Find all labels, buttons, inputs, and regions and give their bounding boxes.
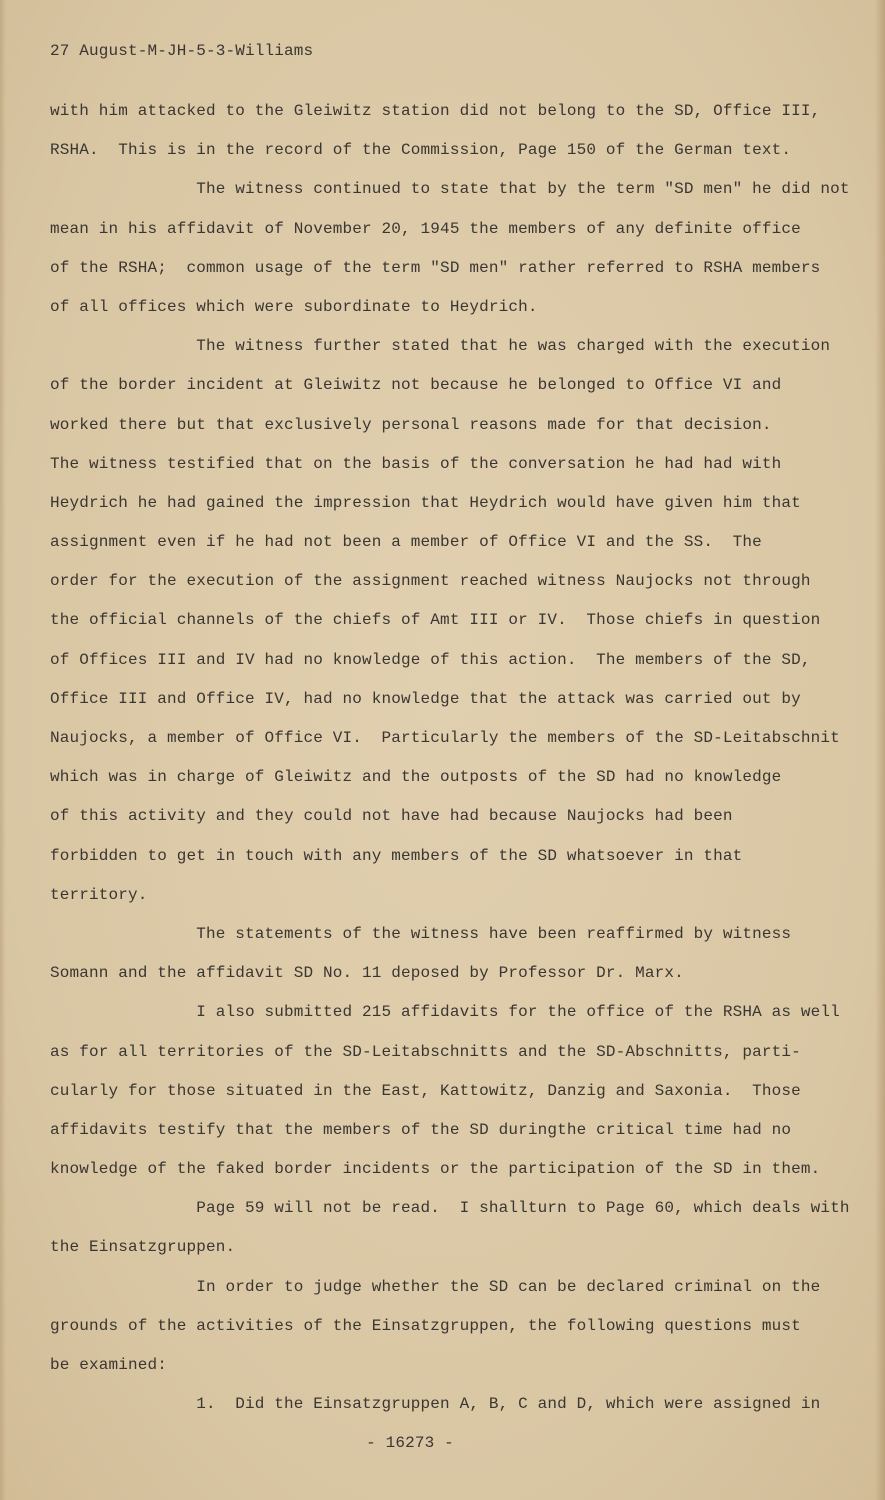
text-line: 1. Did the Einsatzgruppen A, B, C and D, which were assigned in xyxy=(50,1395,821,1414)
page-number: - 16273 - xyxy=(366,1434,454,1452)
text-line: of all offices which were subordinate to Heydrich. xyxy=(50,297,538,316)
text-line: Somann and the affidavit SD No. 11 deposed by Professor Dr. Marx. xyxy=(50,964,684,983)
paper-edge-left xyxy=(0,0,6,1500)
text-line: be examined: xyxy=(50,1356,168,1374)
text-line: assignment even if he had not been a member of Office VI and the SS. The xyxy=(50,533,762,552)
text-line: worked there but that exclusively personal reasons made for that decision. xyxy=(50,415,772,434)
text-line: with him attacked to the Gleiwitz station did not belong to the SD, Office III, xyxy=(50,102,821,120)
running-head: 27 August-M-JH-5-3-Williams xyxy=(50,42,314,60)
text-line: affidavits testify that the members of the SD duringthe critical time had no xyxy=(50,1120,792,1139)
text-line: the official channels of the chiefs of Amt III or IV. Those chiefs in question xyxy=(50,611,821,630)
text-line: of the border incident at Gleiwitz not because he belonged to Office VI and xyxy=(50,376,782,395)
text-line: mean in his affidavit of November 20, 1945 the members of any definite office xyxy=(50,219,801,238)
text-line: grounds of the activities of the Einsatzgruppen, the following questions must xyxy=(50,1316,801,1335)
text-line: order for the execution of the assignment reached witness Naujocks not through xyxy=(50,572,811,591)
text-line: territory. xyxy=(50,885,148,904)
text-line: I also submitted 215 affidavits for the office of the RSHA as well xyxy=(50,1003,840,1022)
body-text xyxy=(50,98,850,1430)
text-line: The statements of the witness have been reaffirmed by witness xyxy=(50,924,792,943)
paper-edge-right xyxy=(875,0,885,1500)
text-line: knowledge of the faked border incidents or the participation of the SD in them. xyxy=(50,1160,821,1179)
text-line: of this activity and they could not have had because Naujocks had been xyxy=(50,807,733,826)
text-line: of the RSHA; common usage of the term "SD men" rather referred to RSHA members xyxy=(50,258,821,277)
text-line: Office III and Office IV, had no knowledge that the attack was carried out by xyxy=(50,689,801,708)
text-line: The witness continued to state that by the term "SD men" he did not xyxy=(50,180,850,199)
text-line: Page 59 will not be read. I shallturn to Page 60, which deals with xyxy=(50,1199,850,1218)
text-line: the Einsatzgruppen. xyxy=(50,1238,236,1257)
text-line: The witness further stated that he was charged with the execution xyxy=(50,337,831,356)
text-line: RSHA. This is in the record of the Commission, Page 150 of the German text. xyxy=(50,141,792,160)
text-line: cularly for those situated in the East, Kattowitz, Danzig and Saxonia. Those xyxy=(50,1081,801,1100)
text-line: In order to judge whether the SD can be declared criminal on the xyxy=(50,1277,821,1296)
text-line: Naujocks, a member of Office VI. Particularly the members of the SD-Leitabschnit xyxy=(50,729,840,747)
text-line: of Offices III and IV had no knowledge of this action. The members of the SD, xyxy=(50,650,811,669)
text-line: Heydrich he had gained the impression that Heydrich would have given him that xyxy=(50,493,801,512)
text-line: as for all territories of the SD-Leitabschnitts and the SD-Abschnitts, parti- xyxy=(50,1042,801,1061)
text-line: forbidden to get in touch with any members of the SD whatsoever in that xyxy=(50,846,743,865)
text-line: The witness testified that on the basis of the conversation he had had with xyxy=(50,454,782,473)
text-line: which was in charge of Gleiwitz and the outposts of the SD had no knowledge xyxy=(50,768,782,787)
